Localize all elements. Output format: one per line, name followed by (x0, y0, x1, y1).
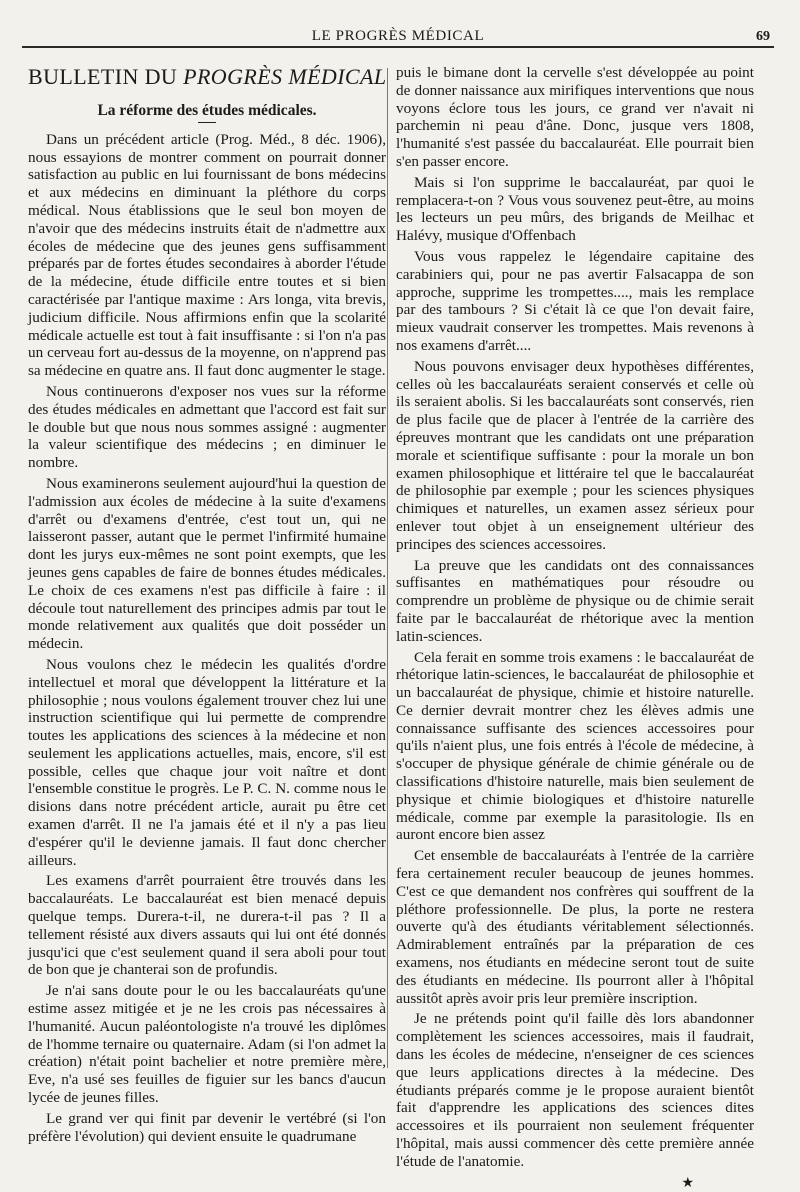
paragraph: Les examens d'arrêt pourraient être trouvés dans les baccalauréats. Le baccalauréat est bien menacé depuis quelque temps. Durera-t-il, ne durera-t-il pas ? Il a tellement résisté aux divers assauts qui lui ont été donnés jusqu'ici que c'est seulement quand il sera aboli pour tout de bon que je chanterai son de profundis. (28, 872, 386, 979)
article-title: La réforme des études médicales. (97, 102, 317, 119)
paragraph: Nous continuerons d'exposer nos vues sur la réforme des études médicales en admettant que l'accord est fait sur le double but que nous nous sommes assigné : augmenter la valeur scientifique des médecins ; en diminuer le nombre. (28, 382, 386, 472)
paragraph: Cet ensemble de baccalauréats à l'entrée de la carrière fera certainement reculer beaucoup de jeunes hommes. C'est ce que demandent nos confrères qui souffrent de la pléthore professionnelle. De plus, la porte ne restera ouverte qu'à des étudiants véritablement sélectionnés. Admirablement entraînés par la préparation de ces examens, nos étudiants en médecine seront tout de suite des étudiants en médecine. Ils pourront aller à l'hôpital aussitôt après avoir pris leur première inscription. (396, 847, 754, 1007)
section-name: PROGRÈS MÉDICAL (183, 64, 387, 89)
section-title (28, 64, 386, 90)
title-rule (198, 122, 216, 123)
paragraph: Vous vous rappelez le légendaire capitaine des carabiniers qui, pour ne pas avertir Falsacappa de son approche, supprime les trompettes...., mais les remplace par des tambours ? Si c'était là ce que l'on devait faire, mieux vaudrait conserver les trompettes. Mais revenons à nos examens d'arrêt.... (396, 247, 754, 354)
paragraph: Cela ferait en somme trois examens : le baccalauréat de rhétorique latin-sciences, le baccalauréat de philosophie et un baccalauréat de physique, chimie et histoire naturelle. Ce dernier devrait montrer chez les élèves admis une connaissance suffisante des sciences accessoires pour qu'ils n'aient plus, une fois entrés à l'école de médecine, à s'occuper de physique générale de chimie générale ou de classifications d'histoire naturelle, mais bien seulement de physique et chimie biologiques et d'histoire naturelle médicale, comme par exemple la parasitologie. Ils en auront encore bien assez (396, 648, 754, 844)
running-title: LE PROGRÈS MÉDICAL (311, 28, 485, 44)
paragraph: Le grand ver qui finit par devenir le vertébré (si l'on préfère l'évolution) qui devient ensuite le quadrumane (28, 1109, 386, 1145)
paragraph: Dans un précédent article (Prog. Méd., 8 déc. 1906), nous essayions de montrer comment on pourrait donner satisfaction au public en lui fournissant de bons médecins et aux médecins en diminuant la pléthore du corps médical. Nous établissions que le seul bon moyen de n'avoir que des médecins instruits était de n'admettre aux écoles de médecine que des jeunes gens suffisamment préparés par de fortes études secondaires à aborder l'étude de la médecine, étude difficile entre toutes et si bien caractérisée par l'antique maxime : Ars longa, vita brevis, judicium difficile. Nous affirmions enfin que la scolarité médicale actuelle est tout à fait insuffisante : si l'on n'a pas un cerveau fort au-dessus de la moyenne, on n'apprend pas sa médecine en quatre ans. Il faut donc augmenter le stage. (28, 130, 386, 380)
page-number: 69 (756, 29, 770, 44)
column-divider (387, 68, 388, 1068)
paragraph: La preuve que les candidats ont des connaissances suffisantes en mathématiques pour résoudre ou comprendre un problème de physique ou de chimie serait faite par le baccalauréat de rhétorique avec la mention latin-sciences. (396, 556, 754, 645)
article-columns (22, 64, 778, 1191)
paragraph: Mais si l'on supprime le baccalauréat, par quoi le remplacera-t-on ? Vous vous souvenez peut-être, au moins les lecteurs un peu mûrs, des brigands de Meilhac et Halévy, musique d'Offenbach (396, 173, 754, 245)
paragraph: Je n'ai sans doute pour le ou les baccalauréats qu'une estime assez mitigée et je ne les crois pas nécessaires à l'humanité. Aucun paléontologiste n'a trouvé les diplômes de l'homme ternaire ou quaternaire. Adam (si l'on admet la création) n'était point bachelier et notre première mère, Eve, n'a usé ses feuilles de figuier sur les bancs d'aucun lycée de jeunes filles. (28, 982, 386, 1107)
paragraph: Nous pouvons envisager deux hypothèses différentes, celles où les baccalauréats seraient conservés et celle où ils seraient abolis. Si les baccalauréats sont conservés, rien de plus facile que de placer à l'entrée de la carrière des épreuves montrant que les candidats ont une préparation morale et scientifique suffisante : pour la morale un bon examen philosophique et littéraire tel que le baccalauréat de philosophie par exemple ; pour les sciences physiques chimiques et naturelles, un examen assez sérieux pour enlever tout objet à un enseignement ultérieur des principes des sciences accessoires. (396, 357, 754, 553)
paragraph-continued: puis le bimane dont la cervelle s'est développée au point de donner naissance aux mirifiques interventions que nous voyons éclore tous les jours, ce grand ver n'avait ni parchemin ni peau d'âne. Donc, jusque vers 1808, l'humanité s'est passée du baccalauréat. Elle pourrait bien s'en passer encore. (396, 64, 754, 170)
paragraph: Nous voulons chez le médecin les qualités d'ordre intellectuel et moral que développent la littérature et la philosophie ; nous voulons également trouver chez lui une instruction scientifique qui lui permette de comprendre toutes les applications des sciences à la médecine et non seulement les applications actuelles, mais, encore, s'il est possible, celles que chaque jour voit naître et dont l'ensemble constitue le progrès. Le P. C. N. comme nous le disions dans notre précédent article, aurait pu être cet examen d'arrêt. Il ne l'a jamais été et il n'y a pas lieu d'espérer qu'il le devienne jamais. Il faut donc chercher ailleurs. (28, 655, 386, 869)
running-head (22, 26, 774, 48)
paragraph: Je ne prétends point qu'il faille dès lors abandonner complètement les sciences accessoires, mais il faudrait, dans les écoles de médecine, n'enseigner de ces sciences que leurs applications directes à la médecine. Des étudiants préparés comme je le propose auraient bientôt fait d'apprendre les applications des sciences dites accessoires et ils pourraient non seulement fréquenter l'hôpital, mais aussi commencer dès cette première année l'étude de l'anatomie. (396, 1010, 754, 1170)
section-prefix: BULLETIN DU (28, 64, 184, 89)
paragraph: Nous examinerons seulement aujourd'hui la question de l'admission aux écoles de médecine à la suite d'examens d'arrêt ou d'examens d'entrée, c'est tout un, qui ne laisseront passer, autant que le permet l'infirmité humaine dont les jurys eux-mêmes ne sont point exempts, que les jeunes gens capables de faire de bonnes études médicales. Le choix de ces examens n'est pas difficile à faire : il découle tout naturellement des principes admis par tout le monde relativement aux qualités que doit posséder un médecin. (28, 474, 386, 653)
right-column (396, 64, 754, 1191)
left-column (28, 64, 387, 1145)
end-mark-star: ★ (681, 1175, 694, 1191)
